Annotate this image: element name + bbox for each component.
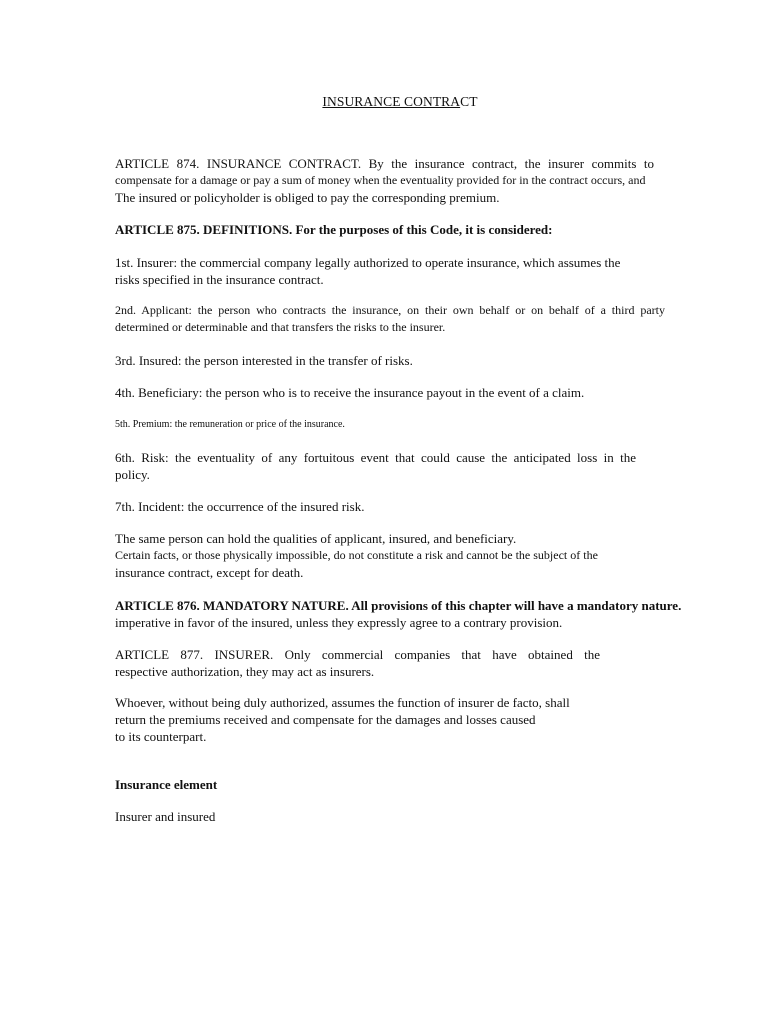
insurer-and-insured — [115, 808, 215, 825]
definition-7-text: 7th. Incident: the occurrence of the insured risk. — [115, 499, 365, 514]
same-person-line-2: Certain facts, or those physically impossible, do not constitute a risk and cannot be the subject of the — [115, 548, 598, 562]
risk-paragraph-end — [115, 564, 303, 581]
definition-1-line-1: 1st. Insurer: the commercial company legally authorized to operate insurance, which assumes the — [115, 255, 621, 270]
insurance-element-heading — [115, 776, 217, 793]
article-874-cont — [115, 172, 645, 189]
definition-6 — [115, 449, 636, 483]
whoever-line-1: Whoever, without being duly authorized, assumes the function of insurer de facto, shall — [115, 695, 570, 710]
definition-2 — [115, 302, 665, 336]
whoever-line-3: to its counterpart. — [115, 729, 207, 744]
risk-paragraph — [115, 547, 598, 564]
definition-1 — [115, 254, 620, 288]
whoever-line-2: return the premiums received and compensate for the damages and losses caused — [115, 712, 536, 727]
same-person-line-3: insurance contract, except for death. — [115, 565, 304, 580]
definition-5-text: 5th. Premium: the remuneration or price of the insurance. — [115, 419, 345, 430]
definition-2-line-2: determined or determinable and that transfers the risks to the insurer. — [115, 320, 446, 334]
insurer-and-insured-text: Insurer and insured — [115, 809, 216, 824]
insurance-element-text: Insurance element — [115, 777, 218, 792]
definition-4 — [115, 384, 584, 401]
definition-6-line-1: 6th. Risk: the eventuality of any fortuitous event that could cause the anticipated loss in the — [115, 450, 636, 465]
article-874-line-2: compensate for a damage or pay a sum of money when the eventuality provided for in the contract occurs, and — [115, 173, 646, 187]
article-874-end — [115, 189, 500, 206]
article-877-line-1: ARTICLE 877. INSURER. Only commercial companies that have obtained the — [115, 647, 600, 662]
definition-7 — [115, 498, 364, 515]
definition-5 — [115, 416, 345, 433]
article-875 — [115, 221, 553, 238]
whoever-paragraph — [115, 694, 570, 745]
article-876-line-2: imperative in favor of the insured, unless they expressly agree to a contrary provision. — [115, 615, 563, 630]
definition-1-line-2: risks specified in the insurance contract. — [115, 272, 324, 287]
article-877 — [115, 646, 600, 680]
definition-6-line-2: policy. — [115, 467, 150, 482]
article-876-line-1: ARTICLE 876. MANDATORY NATURE. All provisions of this chapter will have a mandatory nature. — [115, 598, 682, 613]
definition-3-text: 3rd. Insured: the person interested in the transfer of risks. — [115, 353, 413, 368]
article-874-line-3: The insured or policyholder is obliged to pay the corresponding premium. — [115, 190, 500, 205]
article-874 — [115, 155, 654, 172]
title-rest: CT — [460, 94, 478, 109]
title-underlined: INSURANCE CONTRA — [322, 94, 461, 109]
article-875-heading: ARTICLE 875. DEFINITIONS. For the purposes of this Code, it is considered: — [115, 222, 553, 237]
document-title — [0, 94, 768, 110]
definition-3 — [115, 352, 413, 369]
definition-2-line-1: 2nd. Applicant: the person who contracts the insurance, on their own behalf or on behalf of a third party — [115, 303, 665, 317]
article-874-line-1: ARTICLE 874. INSURANCE CONTRACT. By the insurance contract, the insurer commits to — [115, 156, 654, 171]
definition-4-text: 4th. Beneficiary: the person who is to receive the insurance payout in the event of a claim. — [115, 385, 585, 400]
article-877-line-2: respective authorization, they may act as insurers. — [115, 664, 375, 679]
same-person-line-1: The same person can hold the qualities of applicant, insured, and beneficiary. — [115, 531, 517, 546]
same-person-paragraph — [115, 530, 516, 547]
article-876 — [115, 597, 681, 631]
